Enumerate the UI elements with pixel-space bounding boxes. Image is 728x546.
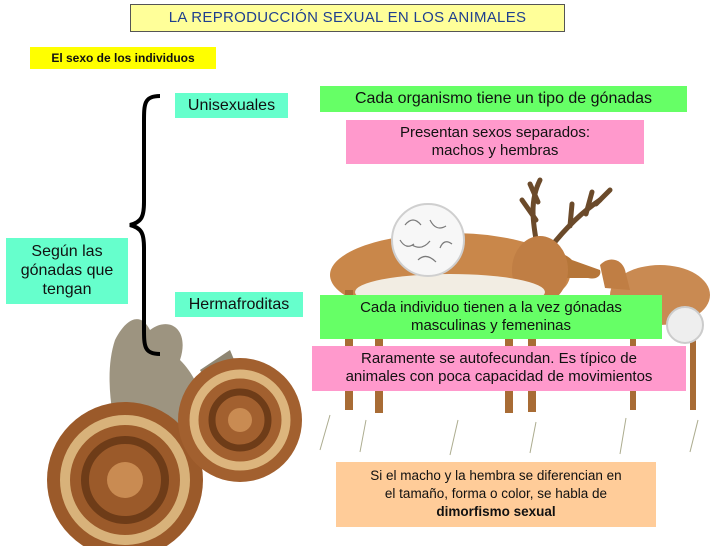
unisexuales-detail-line-2: machos y hembras (431, 142, 559, 159)
hermafroditas-detail (312, 346, 686, 391)
hermafroditas-definition (320, 295, 662, 339)
criterion-line-2: gónadas que (20, 262, 114, 279)
hermafroditas-label: Hermafroditas (175, 292, 303, 317)
dimorphism-term: dimorfismo sexual (436, 504, 556, 519)
section-subtitle: El sexo de los individuos (30, 47, 216, 69)
hermafroditas-definition-line-2: masculinas y femeninas (410, 317, 572, 334)
hermafroditas-definition-line-1: Cada individuo tienen a la vez gónadas (360, 299, 622, 316)
snails-illustration (30, 300, 320, 546)
dimorphism-note (336, 462, 656, 527)
dimorphism-line-2: el tamaño, forma o color, se habla de (384, 486, 608, 501)
criterion-line-3: tengan (42, 281, 92, 298)
sperm-circle-icon (392, 204, 464, 276)
unisexuales-label: Unisexuales (175, 93, 288, 118)
dimorphism-line-1: Si el macho y la hembra se diferencian en (370, 468, 622, 483)
criterion-box (6, 238, 128, 304)
brace-icon (124, 92, 164, 358)
unisexuales-detail-line-1: Presentan sexos separados: (399, 124, 591, 141)
unisexuales-definition: Cada organismo tiene un tipo de gónadas (320, 86, 687, 112)
unisexuales-detail (346, 120, 644, 164)
criterion-line-1: Según las (31, 243, 103, 260)
page-title: LA REPRODUCCIÓN SEXUAL EN LOS ANIMALES (130, 4, 565, 32)
hermafroditas-detail-line-2: animales con poca capacidad de movimientos (345, 368, 653, 385)
hermafroditas-detail-line-1: Raramente se autofecundan. Es típico de (360, 350, 637, 367)
